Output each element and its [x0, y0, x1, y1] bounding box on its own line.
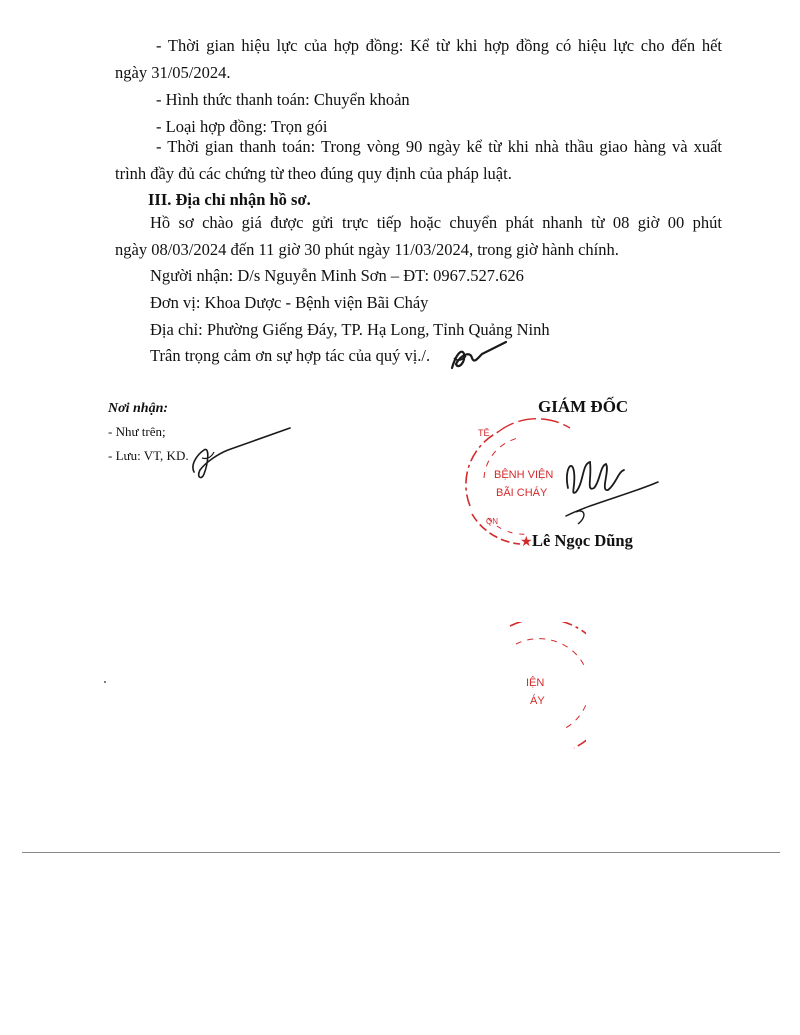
payment-time-line-1: - Thời gian thanh toán: Trong vòng 90 ngày kể từ khi nhà thầu giao hàng và xuất	[156, 137, 722, 156]
recipient-item-2: - Lưu: VT, KD.	[108, 448, 189, 463]
address-line: Địa chỉ: Phường Giếng Đáy, TP. Hạ Long, Tỉnh Quảng Ninh	[150, 320, 550, 339]
svg-text:QN: QN	[486, 517, 498, 526]
scan-speck	[104, 681, 106, 683]
submission-line-2: ngày 08/03/2024 đến 11 giờ 30 phút ngày 11/03/2024, trong giờ hành chính.	[115, 240, 619, 259]
unit-line: Đơn vị: Khoa Dược - Bệnh viện Bãi Cháy	[150, 293, 429, 312]
stamp-line-1: BỆNH VIỆN	[494, 469, 554, 481]
initials-mark-icon	[448, 340, 508, 374]
recipients-title: Nơi nhận:	[108, 401, 169, 416]
payment-method: - Hình thức thanh toán: Chuyển khoản	[156, 90, 410, 109]
contract-term-line-1: - Thời gian hiệu lực của hợp đồng: Kể từ khi hợp đồng có hiệu lực cho đến hết	[156, 36, 722, 55]
svg-text:★: ★	[520, 535, 533, 548]
svg-text:TÊ: TÊ	[478, 428, 490, 438]
thanks-line: Trân trọng cảm ơn sự hợp tác của quý vị./.	[150, 346, 431, 365]
director-title: GIÁM ĐỐC	[538, 397, 629, 416]
partial-seal-icon	[506, 622, 586, 757]
stamp-line-2: BÃI CHÁY	[496, 487, 548, 499]
director-signature-icon	[560, 452, 670, 532]
recipient-item-1: - Như trên;	[108, 424, 166, 439]
partial-stamp-line-2: ÁY	[530, 695, 545, 707]
section-heading: III. Địa chỉ nhận hồ sơ.	[148, 190, 311, 209]
submission-line-1: Hồ sơ chào giá được gửi trực tiếp hoặc chuyển phát nhanh từ 08 giờ 00 phút	[150, 213, 722, 232]
director-name: Lê Ngọc Dũng	[532, 531, 633, 550]
partial-stamp-line-1: IỆN	[526, 677, 545, 689]
contract-type: - Loại hợp đồng: Trọn gói	[156, 117, 328, 136]
payment-time-line-2: trình đầy đủ các chứng từ theo đúng quy định của pháp luật.	[115, 164, 512, 183]
recipient-line: Người nhận: D/s Nguyễn Minh Sơn – ĐT: 0967.527.626	[150, 266, 524, 285]
contract-term-line-2: ngày 31/05/2024.	[115, 63, 231, 82]
clerk-signature-icon	[188, 424, 294, 484]
page-rule	[22, 852, 780, 853]
